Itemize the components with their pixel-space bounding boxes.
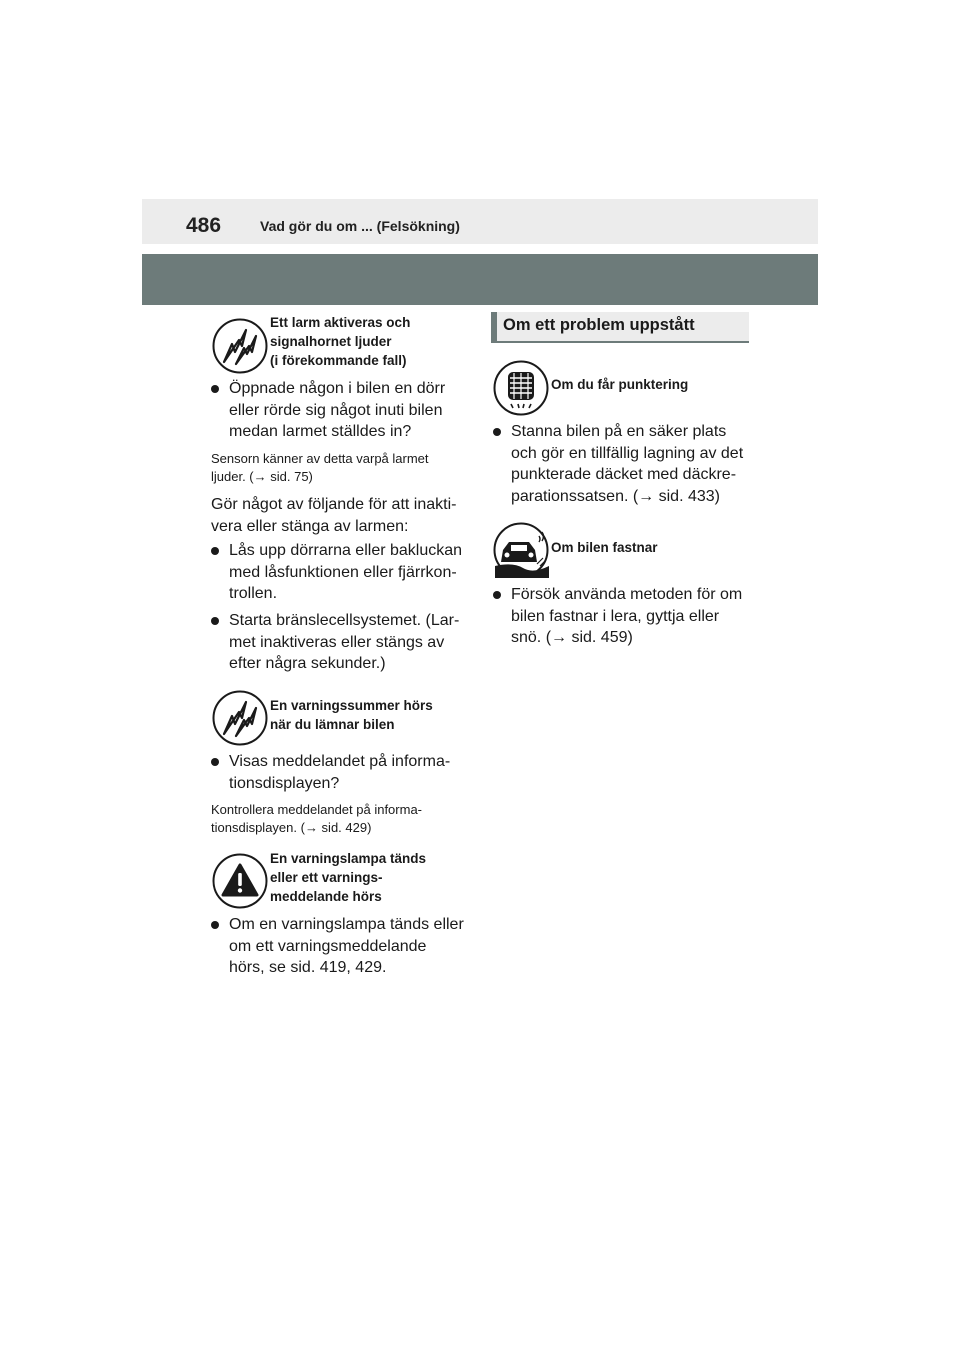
para-line: vera eller stänga av larmen: — [211, 517, 409, 535]
bullet-line: Om en varningslampa tänds eller — [229, 916, 464, 933]
bullet-line: hörs, se sid. 419, 429. — [229, 959, 387, 976]
bullet-dot — [211, 617, 219, 625]
alarm-note — [211, 450, 429, 486]
bullet-line: Stanna bilen på en säker plats — [511, 423, 727, 440]
alarm-lightning-icon — [212, 318, 268, 374]
bullet-line: efter några sekunder.) — [229, 655, 386, 672]
bullet-line: snö. (→ sid. 459) — [511, 629, 633, 646]
bullet-line: om ett varningsmeddelande — [229, 937, 427, 955]
bullet-dot — [211, 385, 219, 393]
buzzer-note — [211, 801, 422, 837]
stuck-title: Om bilen fastnar — [551, 540, 658, 555]
alarm-title-line: Ett larm aktiveras och — [270, 315, 411, 330]
alarm-title-line: (i förekommande fall) — [270, 353, 407, 368]
bullet-dot — [211, 921, 219, 929]
note-line: ljuder. (→ sid. 75) — [211, 469, 313, 484]
page-number: 486 — [186, 214, 222, 237]
header-bar — [142, 199, 818, 244]
bullet-line: Öppnade någon i bilen en dörr — [229, 380, 446, 397]
warning-title-line: meddelande hörs — [270, 889, 382, 904]
note-line: Sensorn känner av detta varpå larmet — [211, 451, 429, 466]
warning-title-line: eller ett varnings- — [270, 870, 383, 885]
section-heading — [491, 312, 749, 343]
buzzer-lightning-icon — [212, 690, 268, 746]
bullet-dot — [211, 547, 219, 555]
warning-title — [270, 849, 426, 906]
bullet-line: trollen. — [229, 585, 278, 602]
bullet-dot — [493, 591, 501, 599]
bullet-line: medan larmet ställdes in? — [229, 423, 412, 440]
bullet-line: tionsdisplayen? — [229, 774, 340, 792]
bullet-dot — [493, 428, 501, 436]
bullet-line: med låsfunktionen eller fjärrkon- — [229, 563, 457, 581]
alarm-title-line: signalhornet ljuder — [270, 334, 392, 349]
bullet-line: Lås upp dörrarna eller bakluckan — [229, 542, 463, 559]
bullet-line: Starta bränslecellsystemet. (Lar- — [229, 612, 460, 629]
bullet-line: met inaktiveras eller stängs av — [229, 633, 445, 651]
bullet-line: eller rörde sig något inuti bilen — [229, 401, 443, 419]
bullet-line: Visas meddelandet på informa- — [229, 753, 451, 770]
buzzer-title-line: när du lämnar bilen — [270, 717, 395, 732]
bullet-line: parationssatsen. (→ sid. 433) — [511, 487, 720, 505]
bullet-line: punkterade däcket med däckre- — [511, 466, 737, 483]
bullet-line: och gör en tillfällig lagning av det — [511, 444, 744, 462]
warning-triangle-icon — [212, 853, 268, 909]
note-line: tionsdisplayen. (→ sid. 429) — [211, 820, 372, 835]
bullet-line: Försök använda metoden för om — [511, 586, 743, 603]
buzzer-title-line: En varningssummer hörs — [270, 698, 433, 713]
para-line: Gör något av följande för att inakti- — [211, 496, 457, 513]
chapter-title: Vad gör du om ... (Felsökning) — [260, 218, 460, 234]
flat-tire-title: Om du får punktering — [551, 377, 689, 392]
bullet-line: bilen fastnar i lera, gyttja eller — [511, 607, 720, 625]
note-line: Kontrollera meddelandet på informa- — [211, 802, 423, 817]
bullet-dot — [211, 758, 219, 766]
warning-title-line: En varningslampa tänds — [270, 851, 427, 866]
section-heading-text: Om ett problem uppstått — [503, 316, 695, 334]
alarm-paragraph — [211, 494, 456, 537]
flat-tire-icon — [493, 360, 549, 416]
header-band — [142, 254, 818, 305]
buzzer-title — [270, 696, 433, 734]
alarm-title — [270, 313, 410, 370]
stuck-car-icon — [493, 522, 549, 578]
